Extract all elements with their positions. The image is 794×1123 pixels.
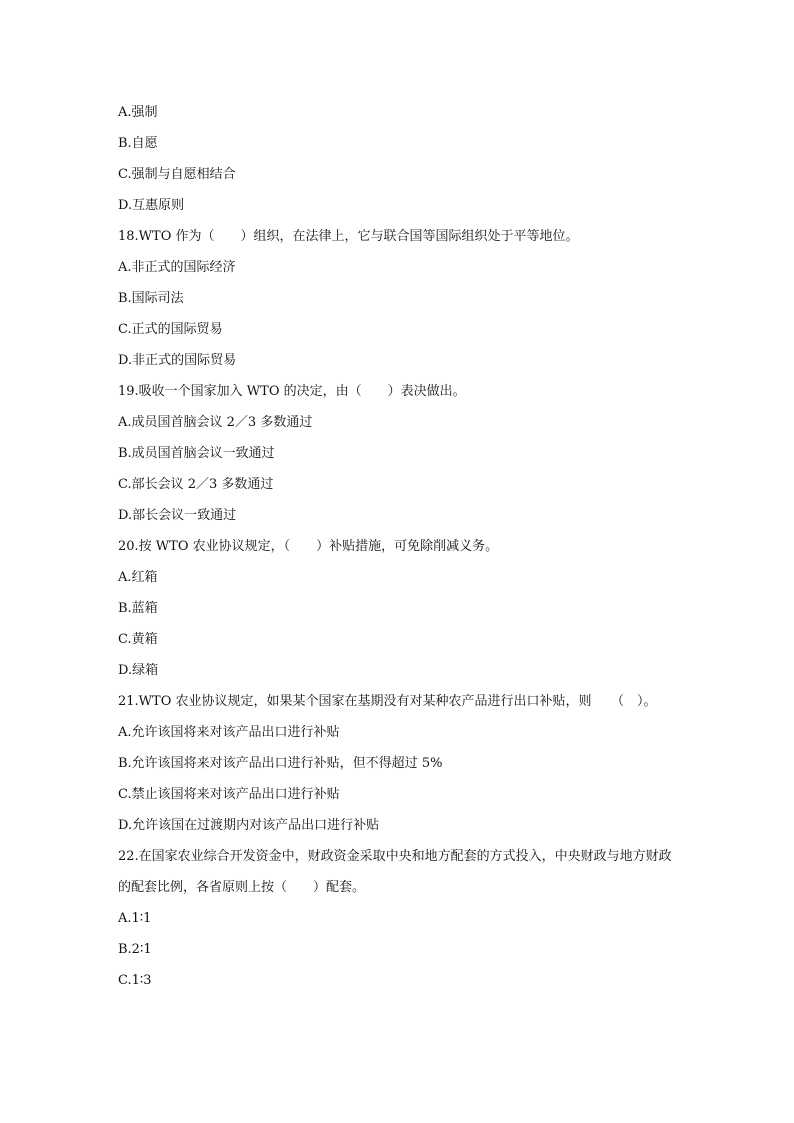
option-line: B.自愿: [118, 136, 158, 151]
option-line: A.成员国首脑会议 2／3 多数通过: [118, 415, 313, 430]
option-line: A.红箱: [118, 570, 158, 585]
option-line: D.部长会议一致通过: [118, 508, 237, 523]
question-line: 20.按 WTO 农业协议规定，（ ）补贴措施，可免除削减义务。: [118, 539, 499, 554]
option-line: C.1∶3: [118, 973, 152, 988]
option-line: B.蓝箱: [118, 601, 158, 616]
option-line: C.部长会议 2／3 多数通过: [118, 477, 274, 492]
option-line: B.国际司法: [118, 291, 184, 306]
question-line: 18.WTO 作为（ ）组织，在法律上，它与联合国等国际组织处于平等地位。: [118, 229, 579, 244]
option-line: D.互惠原则: [118, 198, 185, 213]
option-line: C.正式的国际贸易: [118, 322, 223, 337]
option-line: A.允许该国将来对该产品出口进行补贴: [118, 725, 340, 740]
question-list: [118, 102, 678, 1001]
option-line: A.非正式的国际经济: [118, 260, 236, 275]
option-line: B.成员国首脑会议一致通过: [118, 446, 275, 461]
question-line: 19.吸收一个国家加入 WTO 的决定，由（ ）表决做出。: [118, 384, 466, 399]
option-line: C.强制与自愿相结合: [118, 167, 236, 182]
option-line: D.非正式的国际贸易: [118, 353, 237, 368]
question-line: 22.在国家农业综合开发资金中，财政资金采取中央和地方配套的方式投入，中央财政与地方财政的配套比例，各省原则上按（ ）配套。: [118, 849, 672, 895]
option-line: D.允许该国在过渡期内对该产品出口进行补贴: [118, 818, 380, 833]
option-line: B.允许该国将来对该产品出口进行补贴，但不得超过 5%: [118, 756, 443, 771]
option-line: A.强制: [118, 105, 158, 120]
question-line: 21.WTO 农业协议规定，如果某个国家在基期没有对某种农产品进行出口补贴，则 （ ）。: [118, 694, 657, 709]
option-line: A.1∶1: [118, 911, 152, 926]
option-line: D.绿箱: [118, 663, 159, 678]
option-line: C.黄箱: [118, 632, 158, 647]
option-line: C.禁止该国将来对该产品出口进行补贴: [118, 787, 340, 802]
option-line: B.2∶1: [118, 942, 152, 957]
